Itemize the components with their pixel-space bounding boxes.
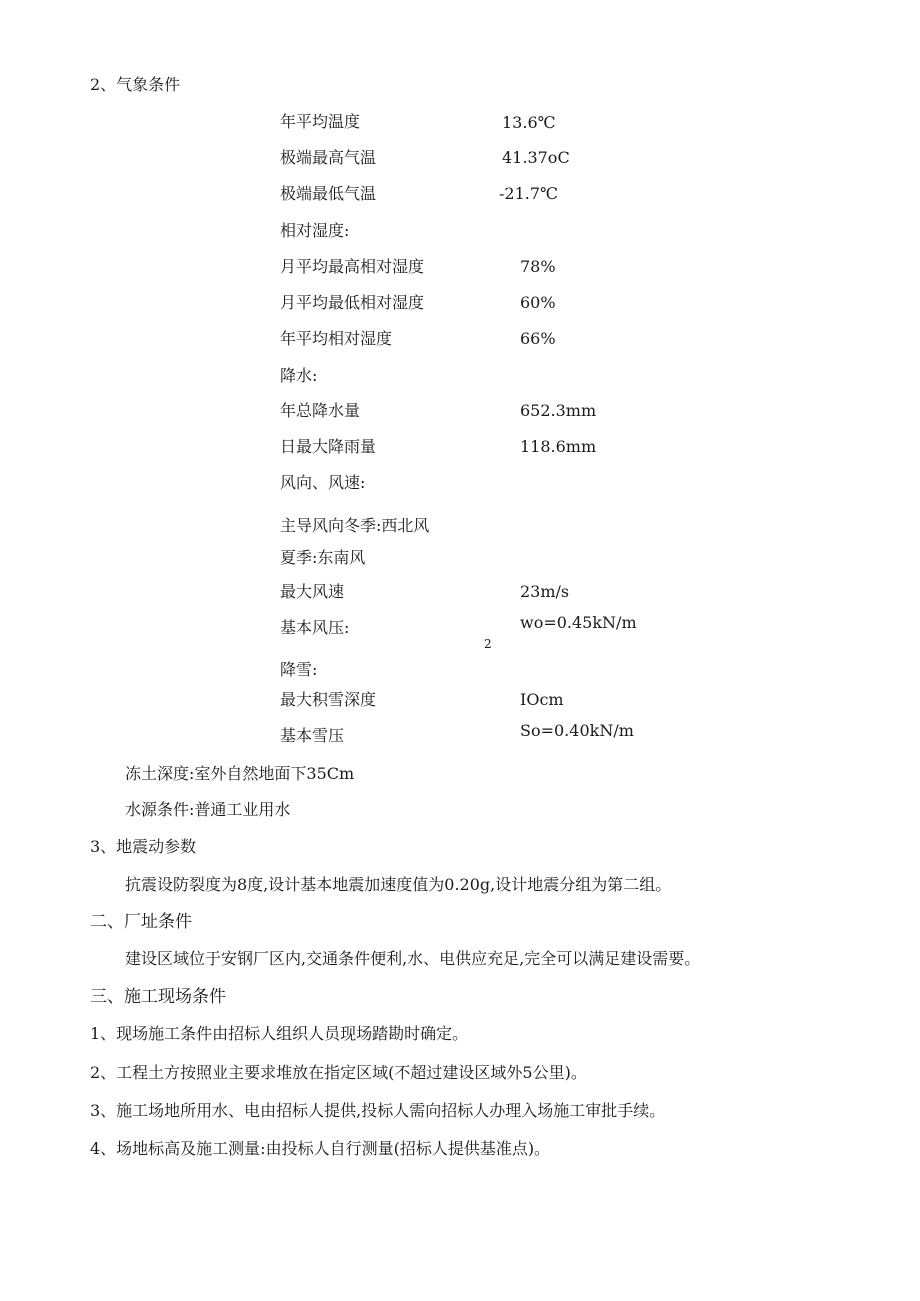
row-label: 日最大降雨量 (280, 437, 377, 456)
row-value: 78% (520, 257, 556, 276)
seismic-text: 抗震设防裂度为8度,设计基本地震加速度值为0.20g,设计地震分组为第二组。 (125, 875, 672, 894)
water-source: 水源条件:普通工业用水 (125, 800, 291, 819)
list-item: 3、施工场地所用水、电由招标人提供,投标人需向招标人办理入场施工审批手续。 (90, 1101, 666, 1120)
row-label: 年总降水量 (280, 401, 361, 420)
row-label: 降水: (280, 366, 318, 385)
row-value: 23m/s (520, 582, 570, 601)
row-value: -21.7℃ (499, 184, 558, 203)
row-label: 最大积雪深度 (280, 690, 377, 709)
row-label: 基本风压: (280, 618, 350, 637)
list-item: 1、现场施工条件由招标人组织人员现场踏勘时确定。 (90, 1024, 469, 1043)
row-label: 月平均最低相对湿度 (280, 293, 425, 312)
site-text: 建设区域位于安钢厂区内,交通条件便利,水、电供应充足,完全可以满足建设需要。 (125, 949, 701, 968)
row-value: 652.3mm (520, 401, 597, 420)
row-label: 降雪: (280, 660, 318, 679)
site-heading: 二、厂址条件 (90, 912, 192, 932)
row-value: 66% (520, 329, 556, 348)
row-label: 夏季:东南风 (280, 548, 366, 567)
row-label: 最大风速 (280, 582, 345, 601)
list-item: 2、工程土方按照业主要求堆放在指定区域(不超过建设区域外5公里)。 (90, 1063, 587, 1082)
row-value: IOcm (520, 690, 564, 709)
construction-heading: 三、施工现场条件 (90, 987, 226, 1007)
row-value: So=0.40kN/m (520, 721, 634, 740)
row-value: 41.37oC (502, 148, 570, 167)
row-label: 极端最低气温 (280, 184, 377, 203)
row-label: 风向、风速: (280, 473, 366, 492)
row-label: 年平均温度 (280, 112, 361, 131)
row-label: 月平均最高相对湿度 (280, 257, 425, 276)
weather-heading: 2、气象条件 (90, 75, 181, 94)
frost-depth: 冻土深度:室外自然地面下35Cm (125, 764, 355, 783)
row-label: 年平均相对湿度 (280, 329, 393, 348)
list-item: 4、场地标高及施工测量:由投标人自行测量(招标人提供基准点)。 (90, 1139, 551, 1158)
superscript-mark: 2 (484, 637, 492, 651)
row-label: 基本雪压 (280, 726, 345, 745)
row-value: 118.6mm (520, 437, 597, 456)
row-label: 极端最高气温 (280, 148, 377, 167)
row-value: 13.6℃ (502, 113, 556, 132)
row-value: 60% (520, 293, 556, 312)
row-label: 相对湿度: (280, 221, 350, 240)
seismic-heading: 3、地震动参数 (90, 837, 197, 856)
row-value: wo=0.45kN/m (520, 613, 637, 632)
row-label: 主导风向冬季:西北风 (280, 516, 430, 535)
